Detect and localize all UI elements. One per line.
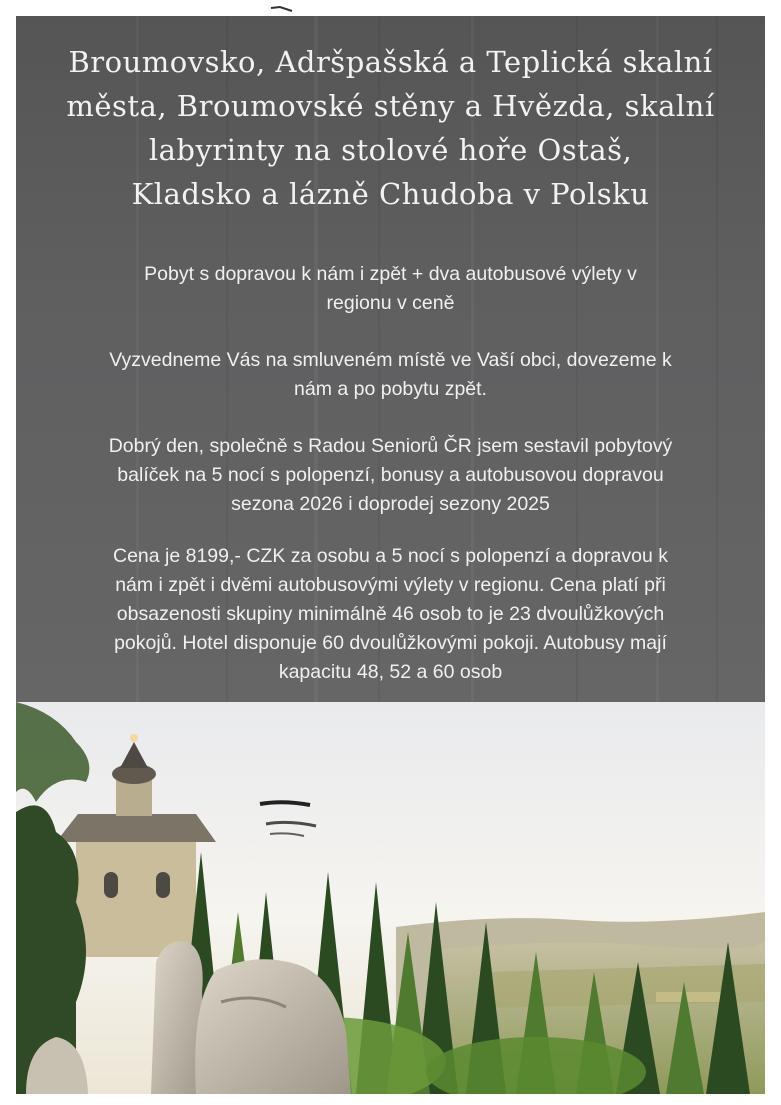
landscape-photo bbox=[16, 702, 765, 1094]
price-paragraph bbox=[46, 542, 735, 687]
greeting-paragraph bbox=[46, 432, 735, 519]
text-line: Pobyt s dopravou k nám i zpět + dva autobusové výlety v bbox=[144, 263, 637, 285]
text-panel bbox=[16, 16, 765, 702]
text-line: balíček na 5 nocí s polopenzí, bonusy a autobusovou dopravou bbox=[117, 464, 664, 486]
intro-paragraph bbox=[46, 260, 735, 318]
scan-artifact bbox=[258, 798, 318, 842]
text-line: Dobrý den, společně s Radou Seniorů ČR jsem sestavil pobytový bbox=[108, 435, 673, 457]
title-line: města, Broumovské stěny a Hvězda, skalní bbox=[66, 89, 715, 123]
text-line: kapacitu 48, 52 a 60 osob bbox=[278, 661, 503, 683]
text-line: Vyzvedneme Vás na smluveném místě ve Vaší obci, dovezeme k bbox=[109, 349, 672, 371]
pickup-paragraph bbox=[46, 346, 735, 404]
text-line: sezona 2026 i doprodej sezony 2025 bbox=[231, 493, 550, 515]
text-line: nám a po pobytu zpět. bbox=[294, 378, 487, 400]
title-line: Broumovsko, Adršpašská a Teplická skalní bbox=[68, 45, 713, 79]
flyer-title bbox=[46, 40, 735, 216]
title-line: labyrinty na stolové hoře Ostaš, bbox=[148, 133, 633, 167]
text-line: obsazenosti skupiny minimálně 46 osob to je 23 dvoulůžkových bbox=[116, 603, 665, 625]
scan-artifact bbox=[270, 4, 294, 14]
text-line: regionu v ceně bbox=[326, 292, 455, 314]
text-line: pokojů. Hotel disponuje 60 dvoulůžkovými pokoji. Autobusy mají bbox=[114, 632, 667, 654]
flyer bbox=[16, 16, 765, 1094]
title-line: Kladsko a lázně Chudoba v Polsku bbox=[131, 177, 650, 211]
text-line: nám i zpět i dvěmi autobusovými výlety v regionu. Cena platí při bbox=[115, 574, 666, 596]
text-line: Cena je 8199,- CZK za osobu a 5 nocí s polopenzí a dopravou k bbox=[112, 545, 669, 567]
